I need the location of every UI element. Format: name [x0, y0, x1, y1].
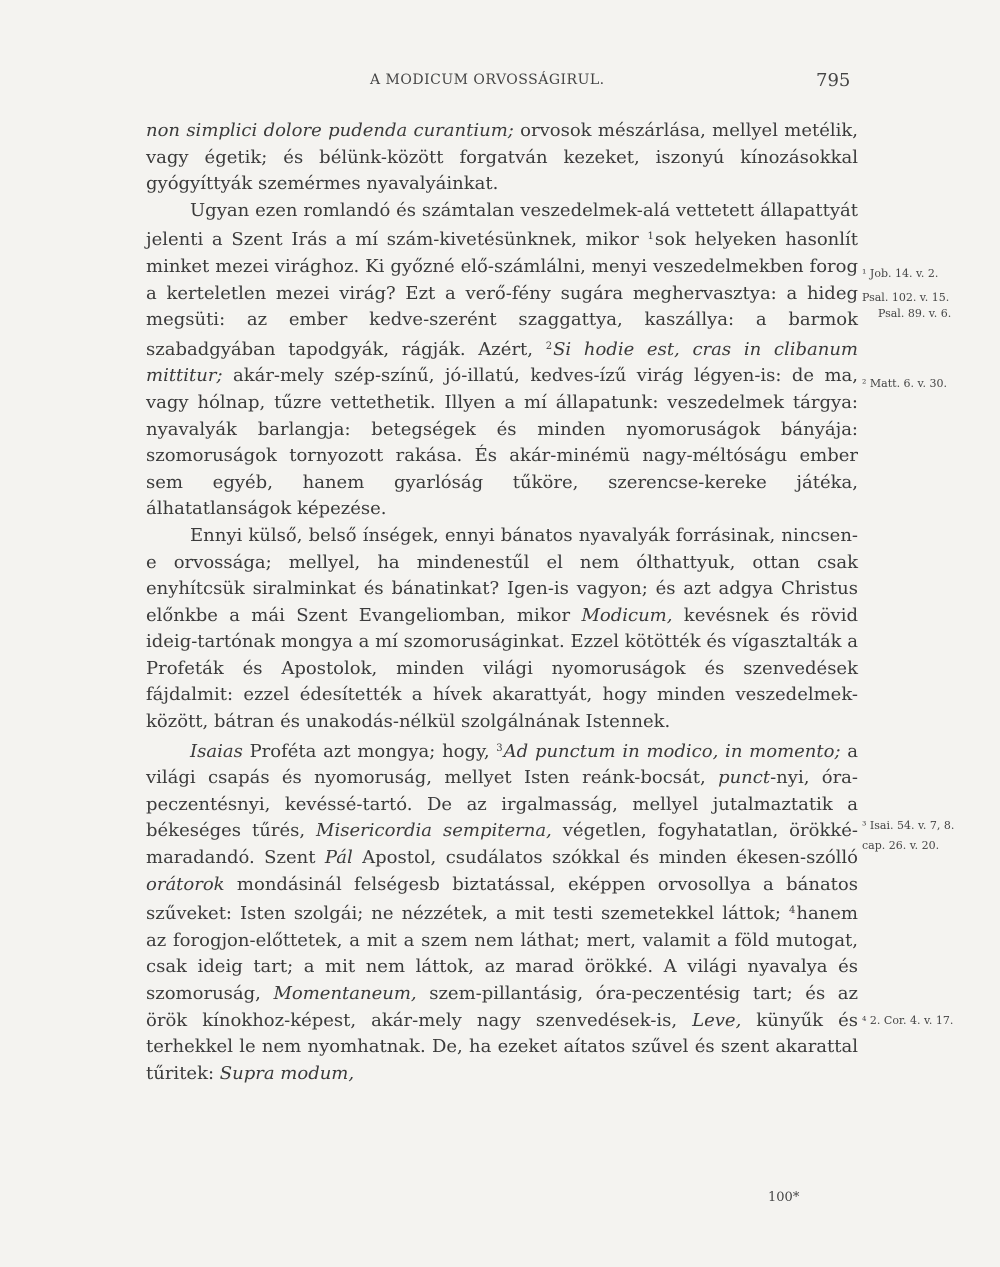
text-run: kevésnek és rövid ideig-tartónak mongya a mí szomoruságinkat. Ezzel kötötték és vígasztalták a Profeták és Apostolok, minden világi nyomoruságok és szenvedések fájdalmit: ezzel édesítették a hívek akarattyát, hogy minden veszedelmek-között, bátran és unakodás-nélkül szolgálnának Istennek. [146, 604, 858, 733]
name-pal: Pál [324, 847, 353, 869]
latin-word: punct [718, 767, 771, 789]
signature-mark: 100* [768, 1190, 800, 1205]
latin-word: Momentaneum, [273, 983, 417, 1004]
text-run: -nyi, óra-peczentésnyi, kevéssé-tartó. De az irgalmasság, mellyel jutalmaztatik a békeséges tűrés, [146, 767, 858, 842]
paragraph-3 [146, 523, 858, 736]
text-run: Apostol, csudálatos szókkal és minden ékesen-szólló [352, 847, 859, 869]
text-run: hanem az forogjon-előttetek, a mit a szem nem láthat; mert, valamit a föld mutogat, csak ideig tart; a mit nem láttok, az marad örökké. A világi nyavalya és szomoruság, [146, 903, 858, 1004]
main-text [146, 118, 858, 1087]
name-isaias: Isaias [190, 740, 243, 762]
margin-note-3b: cap. 26. v. 20. [862, 839, 940, 852]
latin-phrase: Ad punctum in modico, in momento; [503, 740, 841, 762]
latin-word: Leve, [692, 1009, 742, 1031]
running-title: A MODICUM ORVOSSÁGIRUL. [370, 72, 605, 88]
text-run: künyűk és terhekkel le nem nyomhatnak. De, ha ezeket aítatos szűvel és szent akarattal tűritek: [146, 1009, 858, 1084]
footnote-marker-3: 3 [496, 742, 503, 754]
text-run: végetlen, fogyhatatlan, örökké-maradandó. Szent [146, 820, 859, 869]
latin-phrase: Supra modum, [219, 1062, 355, 1084]
text-run: szem-pillantásig, óra-peczentésig tart; és az örök kínokhoz-képest, akár-mely nagy szenvedések-is, [146, 983, 858, 1031]
footnote-marker-1: 1 [647, 231, 654, 243]
margin-note-2: ² Matt. 6. v. 30. [862, 377, 947, 390]
text-run: sok helyeken hasonlít minket mezei virághoz. Ki győzné elő-számlálni, menyi veszedelmekben forog a kerteletlen mezei virág? Ezt a verő-fény sugára meghervasztya: a hideg megsüti: az ember kedve-szerént szaggattya, kaszállya: a barmok szabadgyában tapodgyák, rágják. Azért, [146, 229, 859, 360]
page-number: 795 [816, 70, 851, 91]
latin-phrase: non simplici dolore pudenda curantium; [146, 120, 514, 141]
text-run: akár-mely szép-színű, jó-illatú, kedves-ízű virág légyen-is: de ma, vagy hólnap, tűzre vettethetik. Illyen a mí állapatunk: veszedelmek tárgya: nyavalyák barlangja: betegségek és minden nyomoruságok bányája: szomoruságok tornyozott rakása. És akár-minémü nagy-méltóságu ember sem egyéb, hanem gyarlóság tűköre, szerencse-kereke játéka, álhatatlanságok képezése. [146, 365, 858, 520]
italic-word: orátorok [146, 873, 225, 895]
text-run: orvosok mészárlása, mellyel metélik, vagy égetik; és bélünk-között forgatván kezeket, iszonyú kínozásokkal gyógyíttyák szemérmes nyavalyáinkat. [146, 120, 858, 195]
margin-note-1c: Psal. 89. v. 6. [878, 307, 952, 320]
footnote-marker-2: 2 [545, 340, 553, 352]
text-run: Ugyan ezen romlandó és számtalan veszedelmek-alá vettetett állapattyát jelenti a Szent Irás a mí szám-kivetésünknek, mikor [146, 199, 858, 251]
footnote-marker-4: 4 [788, 905, 796, 917]
latin-phrase: Misericordia sempiterna, [316, 820, 552, 842]
paragraph-1 [146, 118, 858, 198]
margin-note-1: ¹ Job. 14. v. 2. [862, 267, 939, 280]
text-run: Proféta azt mongya; hogy, [242, 740, 497, 762]
latin-phrase: Si hodie est, cras in clibanum mittitur; [146, 338, 858, 387]
text-run: Ennyi külső, belső ínségek, ennyi bánatos nyavalyák forrásinak, nincsen-e orvossága; mellyel, ha mindenestűl el nem ólthattyuk, ottan csak enyhítcsük siralminkat és bánatinkat? Igen-is vagyon; és azt adgya Christus előnkbe a mái Szent Evangeliomban, mikor [146, 524, 858, 626]
margin-note-1b: Psal. 102. v. 15. [862, 291, 950, 304]
text-run: a világi csapás és nyomoruság, mellyet Isten reánk-bocsát, [146, 740, 858, 789]
text-run: mondásinál felségesb biztatással, eképpen orvosollya a bánatos szűveket: Isten szolgái; ne nézzétek, a mit testi szemetekkel láttok; [146, 873, 858, 925]
paragraph-4 [146, 736, 858, 1088]
margin-note-3: ³ Isai. 54. v. 7, 8. [862, 819, 955, 832]
paragraph-2 [146, 198, 858, 523]
latin-word: Modicum, [581, 604, 673, 626]
margin-note-4: ⁴ 2. Cor. 4. v. 17. [862, 1014, 954, 1027]
